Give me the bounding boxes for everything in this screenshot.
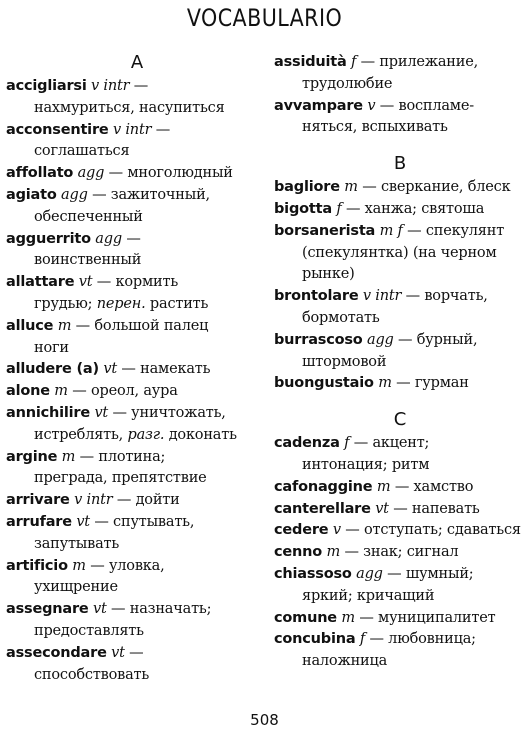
dictionary-entry — [6, 120, 268, 164]
entry-first-line — [6, 76, 268, 98]
headword: burrascoso — [274, 331, 363, 348]
translation-continued: обеспеченный — [34, 208, 143, 225]
headword: assiduità — [274, 54, 347, 70]
entry-first-line — [274, 608, 526, 630]
dictionary-entry — [6, 381, 268, 403]
entry-first-line — [274, 96, 526, 118]
translation-continued: штормовой — [302, 353, 387, 370]
translation: — зажиточный, — [87, 186, 210, 203]
grammar-label: vt — [103, 361, 117, 378]
translation-continued: трудолюбие — [302, 75, 393, 92]
translation-part: истреблять, — [34, 426, 128, 443]
entry-first-line — [274, 177, 526, 199]
dictionary-entry — [274, 477, 526, 499]
translation: — большой палец — [71, 317, 209, 334]
right-column — [274, 52, 526, 673]
headword: concubina — [274, 631, 356, 648]
entry-first-line — [274, 499, 526, 521]
grammar-label: m — [341, 609, 355, 626]
grammar-label: m — [72, 557, 86, 574]
translation: — — [151, 121, 171, 138]
dictionary-entry — [274, 373, 526, 395]
translation-continued: запутывать — [34, 535, 120, 552]
entry-first-line — [274, 520, 526, 542]
grammar-label: vt — [375, 500, 389, 517]
translation-continued: рынке) — [302, 266, 355, 283]
dictionary-entry — [6, 185, 268, 229]
grammar-label: m — [54, 383, 68, 400]
headword: cafonaggine — [274, 478, 373, 495]
translation-part: растить — [145, 295, 209, 312]
headword: alluce — [6, 317, 54, 334]
grammar-label: agg — [95, 230, 122, 247]
grammar-label: agg — [61, 186, 88, 203]
dictionary-entry — [274, 96, 526, 140]
dictionary-entry — [274, 520, 526, 542]
dictionary-entry — [274, 629, 526, 673]
translation: — уловка, — [85, 557, 165, 574]
dictionary-entry — [274, 564, 526, 608]
headword: bigotta — [274, 200, 332, 217]
entry-first-line — [6, 120, 268, 142]
translation: — — [124, 644, 144, 661]
dictionary-entry — [274, 433, 526, 477]
translation: — гурман — [391, 375, 469, 392]
grammar-label: vt — [94, 404, 109, 421]
headword: avvampare — [274, 97, 363, 114]
headword: arrivare — [6, 492, 70, 509]
entry-first-line — [274, 433, 526, 455]
grammar-label: m — [326, 544, 341, 561]
headword: artificio — [6, 557, 68, 574]
entry-first-line — [6, 185, 268, 207]
dictionary-entry — [6, 76, 268, 120]
entry-first-line — [6, 229, 268, 251]
grammar-label: m — [344, 179, 358, 196]
headword: cenno — [274, 544, 323, 561]
dictionary-entry — [274, 52, 526, 96]
headword: accigliarsi — [6, 78, 87, 94]
page-number: 508 — [250, 711, 279, 729]
headword: canterellare — [274, 500, 371, 517]
translation: — уничтожать, — [108, 404, 226, 421]
translation: — прилежание, — [356, 54, 479, 70]
section-gap — [274, 139, 526, 153]
entry-first-line — [274, 52, 526, 74]
dictionary-entry — [274, 499, 526, 521]
translation-continued: преграда, препятствие — [34, 470, 207, 487]
entry-first-line — [274, 286, 526, 308]
translation: — ореол, аура — [67, 383, 178, 400]
entry-first-line — [274, 199, 526, 221]
grammar-label: f — [351, 54, 357, 70]
grammar-label: vt — [76, 513, 90, 530]
headword: bagliore — [274, 179, 340, 196]
usage-label: перен. — [96, 295, 146, 312]
translation-part: грудью; — [34, 295, 97, 312]
grammar-label: v intr — [362, 288, 402, 305]
entry-first-line — [6, 447, 268, 469]
grammar-label: m — [57, 317, 72, 334]
translation: — ворчать, — [401, 288, 488, 305]
usage-label: разг. — [127, 426, 165, 443]
dictionary-entry — [6, 447, 268, 491]
translation-continued: предоставлять — [34, 622, 144, 639]
headword: assecondare — [6, 644, 107, 661]
dictionary-entry — [6, 403, 268, 447]
translation: — напевать — [388, 500, 480, 517]
entry-first-line — [274, 564, 526, 586]
translation: — муниципалитет — [354, 609, 496, 626]
translation-continued: интонация; ритм — [302, 456, 430, 473]
dictionary-entry — [6, 316, 268, 360]
dictionary-entry — [6, 643, 268, 687]
entry-first-line — [274, 629, 526, 651]
headword: alone — [6, 383, 50, 400]
translation: — намекать — [116, 361, 211, 378]
translation-continued: способствовать — [34, 666, 150, 683]
translation-continued: соглашаться — [34, 143, 130, 160]
grammar-label: m — [378, 375, 392, 392]
grammar-label: f — [344, 435, 350, 452]
entry-first-line — [6, 490, 268, 512]
entry-first-line — [274, 221, 526, 243]
grammar-label: v — [367, 97, 376, 114]
translation: — воспламе- — [375, 97, 474, 114]
section-letter: B — [393, 153, 407, 175]
translation-continued: наложница — [302, 653, 388, 670]
headword: cadenza — [274, 435, 340, 452]
headword: brontolare — [274, 288, 359, 305]
section-letter: A — [130, 52, 144, 73]
translation: — отступать; сдаваться — [340, 522, 521, 539]
translation: — хамство — [390, 478, 474, 495]
translation: — спутывать, — [89, 513, 195, 530]
grammar-label: agg — [367, 331, 394, 348]
entry-first-line — [6, 599, 268, 621]
entry-first-line — [274, 330, 526, 352]
translation: — спекулянт — [402, 222, 505, 239]
entry-first-line — [6, 272, 268, 294]
grammar-label: m — [376, 478, 391, 495]
translation: — бурный, — [393, 331, 478, 348]
grammar-label: m — [61, 448, 76, 465]
translation: — акцент; — [349, 435, 430, 452]
translation-continued: нахмуриться, насупиться — [34, 99, 225, 116]
headword: affollato — [6, 165, 74, 182]
translation: — плотина; — [75, 448, 166, 465]
headword: alludere (a) — [6, 361, 99, 378]
headword: allattare — [6, 274, 75, 291]
grammar-label: agg — [356, 565, 383, 582]
translation: — кормить — [92, 274, 179, 291]
translation-continued: няться, вспыхивать — [302, 119, 448, 136]
headword: annichilire — [6, 404, 91, 421]
entry-first-line — [274, 477, 526, 499]
entry-first-line — [274, 373, 526, 395]
dictionary-entry — [6, 229, 268, 273]
grammar-label: v — [332, 522, 341, 539]
grammar-label: f — [336, 200, 342, 217]
translation-continued: воинственный — [34, 252, 142, 269]
section-letter: C — [393, 409, 407, 431]
entry-first-line — [6, 403, 268, 425]
section-gap — [274, 395, 526, 409]
dictionary-entry — [274, 608, 526, 630]
left-column — [6, 52, 268, 686]
headword: argine — [6, 448, 58, 465]
grammar-label: v intr — [91, 78, 130, 94]
dictionary-entry — [6, 490, 268, 512]
entry-first-line — [6, 163, 268, 185]
entry-first-line — [6, 316, 268, 338]
translation: — ханжа; святоша — [341, 200, 485, 217]
translation: — — [121, 230, 141, 247]
dictionary-entry — [274, 330, 526, 374]
dictionary-entry — [6, 272, 268, 316]
translation: — любовница; — [365, 631, 476, 648]
dictionary-entry — [6, 599, 268, 643]
grammar-label: m f — [379, 222, 403, 239]
page-title: VOCABULARIO — [186, 4, 343, 32]
translation: — назначать; — [106, 601, 212, 618]
grammar-label: agg — [77, 165, 105, 182]
translation: — дойти — [112, 492, 180, 509]
translation: — шумный; — [382, 565, 474, 582]
translation: — — [129, 78, 149, 94]
entry-first-line — [6, 381, 268, 403]
headword: arrufare — [6, 513, 72, 530]
translation-continued: ухищрение — [34, 579, 118, 596]
grammar-label: vt — [111, 644, 125, 661]
translation-part: доконать — [164, 426, 237, 443]
entry-first-line — [274, 542, 526, 564]
translation: — знак; сигнал — [340, 544, 459, 561]
headword: assegnare — [6, 601, 89, 618]
headword: chiassoso — [274, 565, 352, 582]
dictionary-entry — [6, 512, 268, 556]
headword: borsanerista — [274, 222, 376, 239]
translation: — многолюдный — [104, 165, 233, 182]
translation: — сверкание, блеск — [357, 179, 511, 196]
dictionary-entry — [274, 221, 526, 286]
dictionary-entry — [6, 556, 268, 600]
translation-continued — [6, 425, 268, 447]
dictionary-entry — [274, 286, 526, 330]
dictionary-entry — [274, 177, 526, 199]
entry-first-line — [6, 556, 268, 578]
translation-continued: (спекулянтка) (на черном — [302, 244, 497, 261]
translation-continued: ноги — [34, 339, 69, 356]
dictionary-entry — [6, 359, 268, 381]
entry-first-line — [6, 359, 268, 381]
headword: buongustaio — [274, 375, 374, 392]
dictionary-entry — [274, 542, 526, 564]
grammar-label: vt — [92, 601, 107, 618]
dictionary-entry — [274, 199, 526, 221]
headword: cedere — [274, 522, 329, 539]
grammar-label: f — [359, 631, 366, 648]
entry-first-line — [6, 643, 268, 665]
headword: acconsentire — [6, 121, 109, 138]
entry-first-line — [6, 512, 268, 534]
translation-continued — [6, 294, 268, 316]
grammar-label: v intr — [112, 121, 152, 138]
headword: comune — [274, 609, 337, 626]
grammar-label: vt — [78, 274, 93, 291]
translation-continued: бормотать — [302, 309, 380, 326]
headword: agiato — [6, 186, 57, 203]
translation-continued: яркий; кричащий — [302, 587, 435, 604]
headword: agguerrito — [6, 230, 91, 247]
dictionary-entry — [6, 163, 268, 185]
grammar-label: v intr — [74, 492, 113, 509]
